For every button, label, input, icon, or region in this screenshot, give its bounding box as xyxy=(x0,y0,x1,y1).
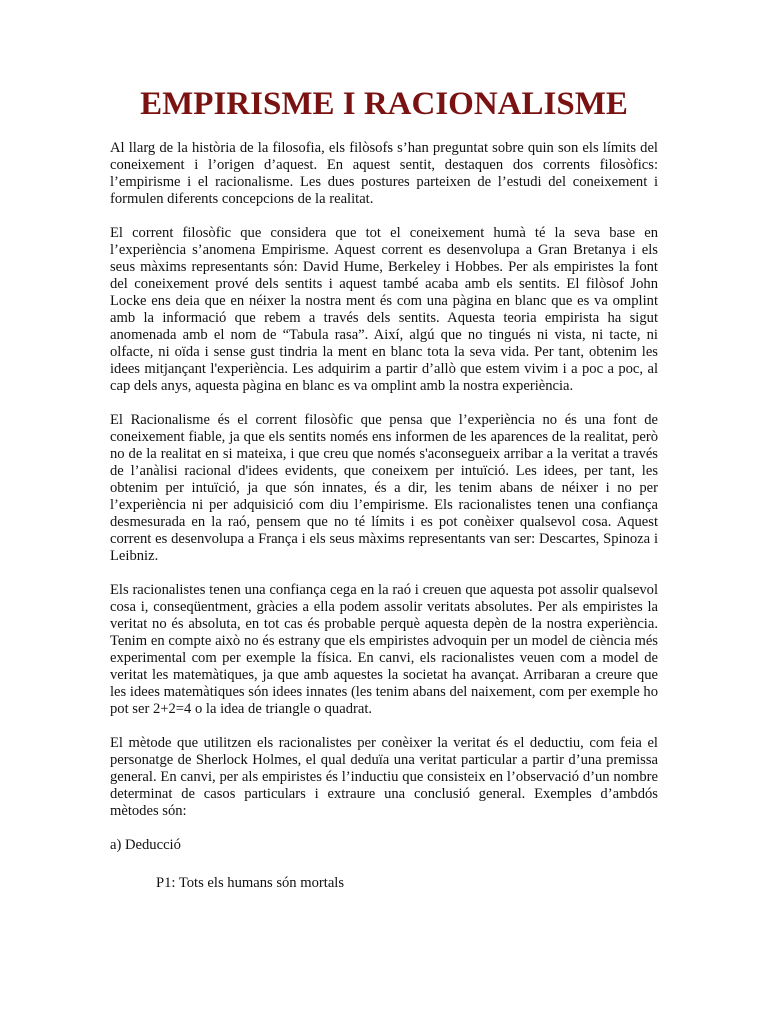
paragraph-methods: El mètode que utilitzen els racionalistes per conèixer la veritat és el deductiu, com feia el personatge de Sherlock Holmes, el qual deduïa una veritat particular a partir d’una premissa general. En canvi, per als empiristes és l’inductiu que consisteix en l’observació d’un nombre determinat de casos particulars i extraure una conclusió general. Exemples d’ambdós mètodes són: xyxy=(110,735,658,819)
paragraph-intro: Al llarg de la història de la filosofia, els filòsofs s’han preguntat sobre quin son els límits del coneixement i l’origen d’aquest. En aquest sentit, destaquen dos corrents filosòfics: l’empirisme i el racionalisme. Les dues postures parteixen de l’estudi del coneixement i formulen diferents concepcions de la realitat. xyxy=(110,140,658,207)
paragraph-comparison: Els racionalistes tenen una confiança cega en la raó i creuen que aquesta pot assolir qualsevol cosa i, conseqüentment, gràcies a ella podem assolir veritats absolutes. Per als empiristes la veritat no és absoluta, en tot cas és probable perquè aquesta depèn de la nostra experiència. Tenim en compte això no és estrany que els empiristes advoquin per un model de ciència més experimental com per exemple la física. En canvi, els racionalistes veuen com a model de veritat les matemàtiques, ja que amb aquestes la societat ha avançat. Arribaran a creure que les idees matemàtiques són idees innates (les tenim abans del naixement, com per exemple ho pot ser 2+2=4 o la idea de triangle o quadrat. xyxy=(110,582,658,717)
document-title: EMPIRISME I RACIONALISME xyxy=(140,86,628,122)
document-body xyxy=(110,140,658,892)
paragraph-empirisme: El corrent filosòfic que considera que tot el coneixement humà té la seva base en l’experiència s’anomena Empirisme. Aquest corrent es desenvolupa a Gran Bretanya i els seus màxims representants són: David Hume, Berkeley i Hobbes. Per als empiristes la font del coneixement prové dels sentits i aquest també acaba amb els sentits. El filòsof John Locke ens deia que en néixer la nostra ment és com una pàgina en blanc que es va omplint amb la informació que rebem a través dels sentits. Aquesta teoria empirista ha sigut anomenada amb el nom de “Tabula rasa”. Així, algú que no tingués ni vista, ni tacte, ni olfacte, ni oïda i sense gust tindria la ment en blanc tota la seva vida. Per tant, obtenim les idees mitjançant l'experiència. Les adquirim a partir d’allò que estem vivim i a poc a poc, al cap dels anys, aquesta pàgina en blanc es va omplint amb la nostra experiència. xyxy=(110,225,658,394)
list-label-deduccio: a) Deducció xyxy=(110,837,181,853)
paragraph-racionalisme: El Racionalisme és el corrent filosòfic que pensa que l’experiència no és una font de coneixement fiable, ja que els sentits només ens informen de les aparences de la realitat, però no de la realitat en si mateixa, i que creu que només s'aconsegueix arribar a la veritat a través de l’anàlisi racional d'idees evidents, que coneixem per intuïció. Les idees, per tant, les obtenim per intuïció, ja que són innates, és a dir, les tenim abans de néixer i no per l’experiència ni per adquisició com diu l’empirisme. Els racionalistes tenen una confiança desmesurada en la raó, pensem que no té límits i es pot conèixer qualsevol cosa. Aquest corrent es desenvolupa a França i els seus màxims representants van ser: Descartes, Spinoza i Leibniz. xyxy=(110,412,658,564)
premise-1: P1: Tots els humans són mortals xyxy=(156,875,345,891)
